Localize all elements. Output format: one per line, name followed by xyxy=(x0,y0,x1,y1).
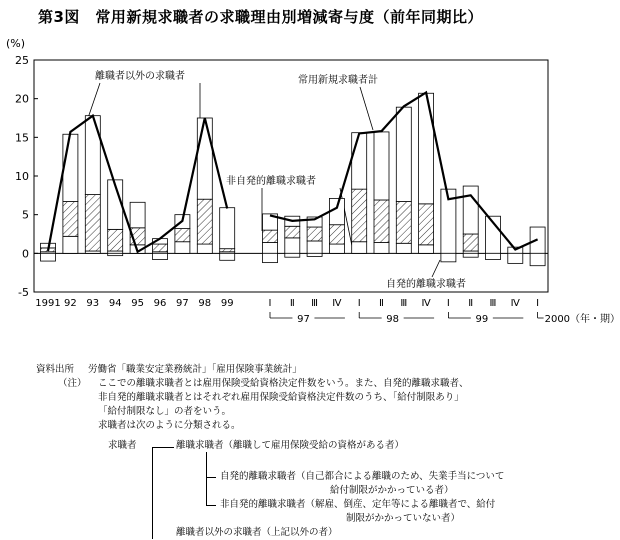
quarterly-bar-voluntary xyxy=(329,225,344,244)
annual-bar-other xyxy=(63,134,78,201)
quarterly-bar-involuntary xyxy=(329,244,344,253)
x-tick-label: 92 xyxy=(64,298,77,309)
annual-bar-voluntary xyxy=(63,202,78,237)
quarterly-bar-involuntary xyxy=(307,241,322,253)
y-tick-label: 5 xyxy=(22,208,29,222)
annotation-total: 常用新規求職者計 xyxy=(298,75,378,86)
x-tick-label: Ⅰ xyxy=(446,298,450,309)
annual-bar-negative xyxy=(220,253,235,260)
year-group-label: 97 xyxy=(297,314,310,325)
quarterly-bar-involuntary xyxy=(374,243,389,254)
annual-bar-other xyxy=(197,118,212,199)
x-tick-label: Ⅳ xyxy=(510,298,520,309)
quarterly-bar-voluntary xyxy=(374,200,389,243)
quarterly-bar-voluntary xyxy=(396,202,411,244)
quarterly-bar-voluntary xyxy=(419,204,434,245)
source-label: 資料出所 xyxy=(36,364,75,375)
x-tick-label: Ⅲ xyxy=(311,298,319,309)
annual-bar-involuntary xyxy=(197,244,212,253)
tree-connector xyxy=(206,505,216,506)
quarterly-bar-negative xyxy=(530,253,545,265)
note-line: ここでの離職求職者とは雇用保険受給資格決定件数をいう。また、自発的離職求職者、 xyxy=(98,378,469,389)
annual-bar-voluntary xyxy=(175,229,190,242)
tree-connector xyxy=(206,452,207,506)
quarterly-bar-other xyxy=(463,186,478,234)
tree-other: 離職者以外の求職者（上記以外の者） xyxy=(176,527,338,538)
quarterly-bar-other xyxy=(352,133,367,189)
quarterly-bar-negative xyxy=(463,253,478,257)
x-tick-label: Ⅰ xyxy=(268,298,272,309)
x-tick-label: 96 xyxy=(153,298,167,309)
annual-bar-negative xyxy=(153,253,168,259)
x-tick-label: Ⅰ xyxy=(357,298,361,309)
y-tick-label: 10 xyxy=(15,170,29,183)
x-tick-label: Ⅰ xyxy=(536,298,540,309)
quarterly-bar-other xyxy=(419,93,434,204)
x-tick-label: Ⅳ xyxy=(421,298,431,309)
annual-bar-voluntary xyxy=(153,244,168,252)
x-tick-label: 98 xyxy=(198,298,212,309)
y-tick-label: -5 xyxy=(18,286,29,299)
annotation-voluntary: 自発的離職求職者 xyxy=(386,279,466,290)
tree-connector xyxy=(152,447,153,539)
tree-connector xyxy=(152,447,174,448)
annual-bar-involuntary xyxy=(63,236,78,253)
quarterly-bar-other xyxy=(374,132,389,200)
quarterly-bar-negative xyxy=(486,253,501,259)
chart-title: 第3図 常用新規求職者の求職理由別増減寄与度（前年同期比） xyxy=(38,8,483,26)
source-text: 労働省「職業安定業務統計」「雇用保険事業統計」 xyxy=(88,364,302,375)
labels-layer xyxy=(15,54,620,325)
annotation-other-job-seekers: 離職者以外の求職者 xyxy=(95,71,185,82)
annual-bar-voluntary xyxy=(108,229,123,251)
x-tick-label: 93 xyxy=(86,298,100,309)
annotation-leader xyxy=(360,87,373,130)
annual-bar-negative xyxy=(108,253,123,255)
annotation-leader xyxy=(88,83,100,118)
tree-voluntary: 自発的離職求職者（自己都合による離職のため、失業手当について xyxy=(220,471,505,482)
y-tick-label: 15 xyxy=(15,131,29,145)
x-tick-label: Ⅲ xyxy=(489,298,497,309)
quarterly-bar-negative xyxy=(508,253,523,263)
tree-connector xyxy=(206,477,216,478)
x-tick-label: 95 xyxy=(131,298,144,309)
x-tick-label: Ⅱ xyxy=(468,298,474,309)
annotation-involuntary: 非自発的離職求職者 xyxy=(226,176,316,187)
note-line: 非自発的離職求職者とはそれぞれ雇用保険受給資格決定件数のうち、「給付制限あり」 xyxy=(98,392,464,403)
y-axis-unit: (%) xyxy=(6,37,26,50)
tree-voluntary-cont: 給付制限がかかっている者） xyxy=(330,485,454,496)
annual-bar-voluntary xyxy=(85,195,100,251)
quarterly-bar-involuntary xyxy=(419,245,434,254)
x-tick-label: 1991 xyxy=(35,298,61,309)
annual-bar-other xyxy=(85,116,100,195)
annual-bar-involuntary xyxy=(175,242,190,254)
annual-bar-voluntary xyxy=(220,249,235,252)
x-tick-label: Ⅱ xyxy=(379,298,384,309)
quarterly-bar-voluntary xyxy=(285,226,300,238)
year-end-label: 2000（年・期） xyxy=(544,314,620,325)
annual-bar-voluntary xyxy=(197,199,212,244)
y-tick-label: 25 xyxy=(15,54,29,67)
y-tick-label: 20 xyxy=(15,92,29,106)
quarterly-bar-involuntary xyxy=(285,238,300,253)
quarterly-bar-involuntary xyxy=(263,243,278,254)
quarterly-bar-voluntary xyxy=(352,189,367,242)
quarterly-bar-voluntary xyxy=(463,234,478,251)
x-tick-label: 94 xyxy=(108,298,122,309)
quarterly-bar-negative xyxy=(441,253,456,262)
quarterly-bar-involuntary xyxy=(396,243,411,253)
x-tick-label: Ⅱ xyxy=(289,298,295,309)
x-tick-label: 97 xyxy=(176,298,189,309)
annual-bar-negative xyxy=(41,253,56,261)
quarterly-bar-negative xyxy=(285,253,300,257)
quarterly-bar-voluntary xyxy=(307,227,322,241)
x-tick-label: 99 xyxy=(220,298,234,309)
note-line: 求職者は次のように分類される。 xyxy=(98,420,241,431)
quarterly-bar-negative xyxy=(263,253,278,262)
annual-bar-other xyxy=(130,202,145,228)
tree-root: 求職者 xyxy=(108,440,137,451)
quarterly-bar-voluntary xyxy=(263,230,278,242)
note-line: 「給付制限なし」の者をいう。 xyxy=(98,406,232,417)
x-tick-label: Ⅳ xyxy=(332,298,342,309)
annotation-leader xyxy=(432,260,440,277)
annual-bar-other xyxy=(220,208,235,249)
quarterly-bar-other xyxy=(396,107,411,201)
quarterly-bar-involuntary xyxy=(352,242,367,254)
year-group-label: 99 xyxy=(475,314,489,325)
tree-involuntary: 非自発的離職求職者（解雇、倒産、定年等による離職者で、給付 xyxy=(220,499,496,510)
x-tick-label: Ⅲ xyxy=(400,298,408,309)
quarterly-bar-negative xyxy=(307,253,322,256)
tree-involuntary-cont: 制限がかかっていない者） xyxy=(346,513,461,524)
note-label: （注） xyxy=(58,378,87,389)
y-tick-label: 0 xyxy=(22,247,29,261)
tree-separated: 離職求職者（離職して雇用保険受給の資格がある者） xyxy=(176,440,405,451)
year-group-label: 98 xyxy=(386,314,400,325)
